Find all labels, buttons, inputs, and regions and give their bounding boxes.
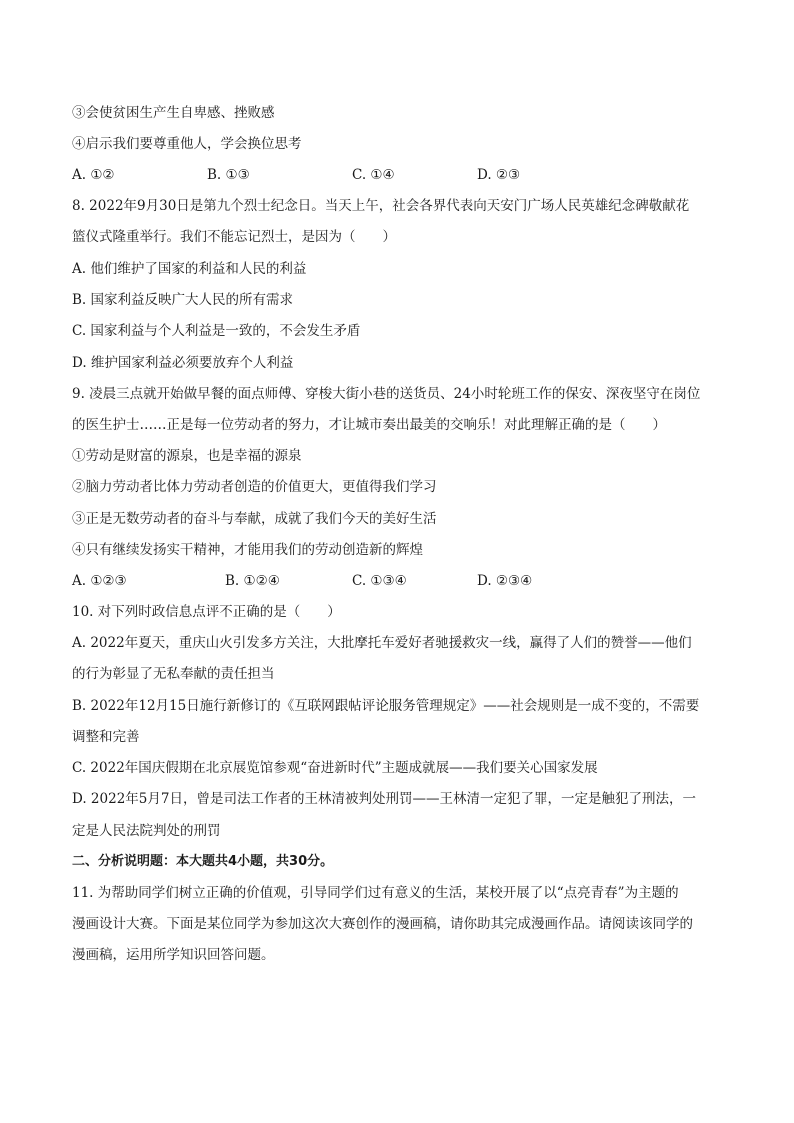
q8-option-b[interactable]: B. 国家利益反映广大人民的所有需求	[72, 292, 294, 308]
q9-statement-2: ②脑力劳动者比体力劳动者创造的价值更大，更值得我们学习	[72, 479, 437, 495]
q8-stem-line-2: 篮仪式隆重举行。我们不能忘记烈士，是因为（ ）	[72, 229, 396, 245]
q10-stem: 10. 对下列时政信息点评不正确的是（ ）	[72, 604, 341, 620]
q10-option-d-line-1[interactable]: D. 2022年5月7日，曾是司法工作者的王林清被判处刑罚——王林清一定犯了罪，一定是触犯了刑法，一	[72, 791, 696, 807]
q11-stem-line-2: 漫画设计大赛。下面是某位同学为参加这次大赛创作的漫画稿，请你助其完成漫画作品。请阅读该同学的	[72, 916, 693, 932]
q9-statement-1: ①劳动是财富的源泉，也是幸福的源泉	[72, 448, 302, 464]
q7-options	[72, 166, 722, 184]
q8-option-d[interactable]: D. 维护国家利益必须要放弃个人利益	[72, 355, 294, 371]
q7-statement-3: ③会使贫困生产生自卑感、挫败感	[72, 105, 275, 121]
q9-option-c[interactable]: C. ①③④	[352, 573, 407, 589]
q11-stem-line-3: 漫画稿，运用所学知识回答问题。	[72, 947, 275, 963]
q9-option-d[interactable]: D. ②③④	[477, 573, 533, 589]
q8-option-c[interactable]: C. 国家利益与个人利益是一致的，不会发生矛盾	[72, 323, 361, 339]
q10-option-b-line-2[interactable]: 调整和完善	[72, 729, 140, 745]
q10-option-a-line-1[interactable]: A. 2022年夏天，重庆山火引发多方关注，大批摩托车爱好者驰援救灾一线，赢得了人们的赞誉——他们	[72, 635, 692, 651]
q8-option-a[interactable]: A. 他们维护了国家的利益和人民的利益	[72, 261, 307, 277]
q9-option-a[interactable]: A. ①②③	[72, 573, 127, 589]
q10-option-a-line-2[interactable]: 的行为彰显了无私奉献的责任担当	[72, 666, 275, 682]
q7-option-b[interactable]: B. ①③	[207, 167, 250, 183]
section-2-heading: 二、分析说明题：本大题共4小题，共30分。	[72, 854, 334, 869]
q9-statement-3: ③正是无数劳动者的奋斗与奉献，成就了我们今天的美好生活	[72, 511, 437, 527]
q9-options	[72, 572, 722, 590]
q10-option-b-line-1[interactable]: B. 2022年12月15日施行新修订的《互联网跟帖评论服务管理规定》——社会规则是一成不变的，不需要	[72, 698, 700, 714]
q8-stem-line-1: 8. 2022年9月30日是第九个烈士纪念日。当天上午，社会各界代表向天安门广场人民英雄纪念碑敬献花	[72, 198, 690, 214]
q9-stem-line-1: 9. 凌晨三点就开始做早餐的面点师傅、穿梭大街小巷的送货员、24小时轮班工作的保安、深夜坚守在岗位	[72, 386, 701, 402]
q10-option-d-line-2[interactable]: 定是人民法院判处的刑罚	[72, 823, 221, 839]
q7-statement-4: ④启示我们要尊重他人，学会换位思考	[72, 136, 302, 152]
q10-option-c[interactable]: C. 2022年国庆假期在北京展览馆参观“奋进新时代”主题成就展——我们要关心国家发展	[72, 760, 598, 776]
q7-option-a[interactable]: A. ①②	[72, 167, 115, 183]
q9-stem-line-2: 的医生护士……正是每一位劳动者的努力，才让城市奏出最美的交响乐！对此理解正确的是（ ）	[72, 417, 666, 433]
q9-statement-4: ④只有继续发扬实干精神，才能用我们的劳动创造新的辉煌	[72, 542, 423, 558]
q7-option-c[interactable]: C. ①④	[352, 167, 395, 183]
q9-option-b[interactable]: B. ①②④	[225, 573, 280, 589]
q11-stem-line-1: 11. 为帮助同学们树立正确的价值观，引导同学们过有意义的生活，某校开展了以“点亮青春”为主题的	[72, 885, 679, 901]
q7-option-d[interactable]: D. ②③	[477, 167, 521, 183]
